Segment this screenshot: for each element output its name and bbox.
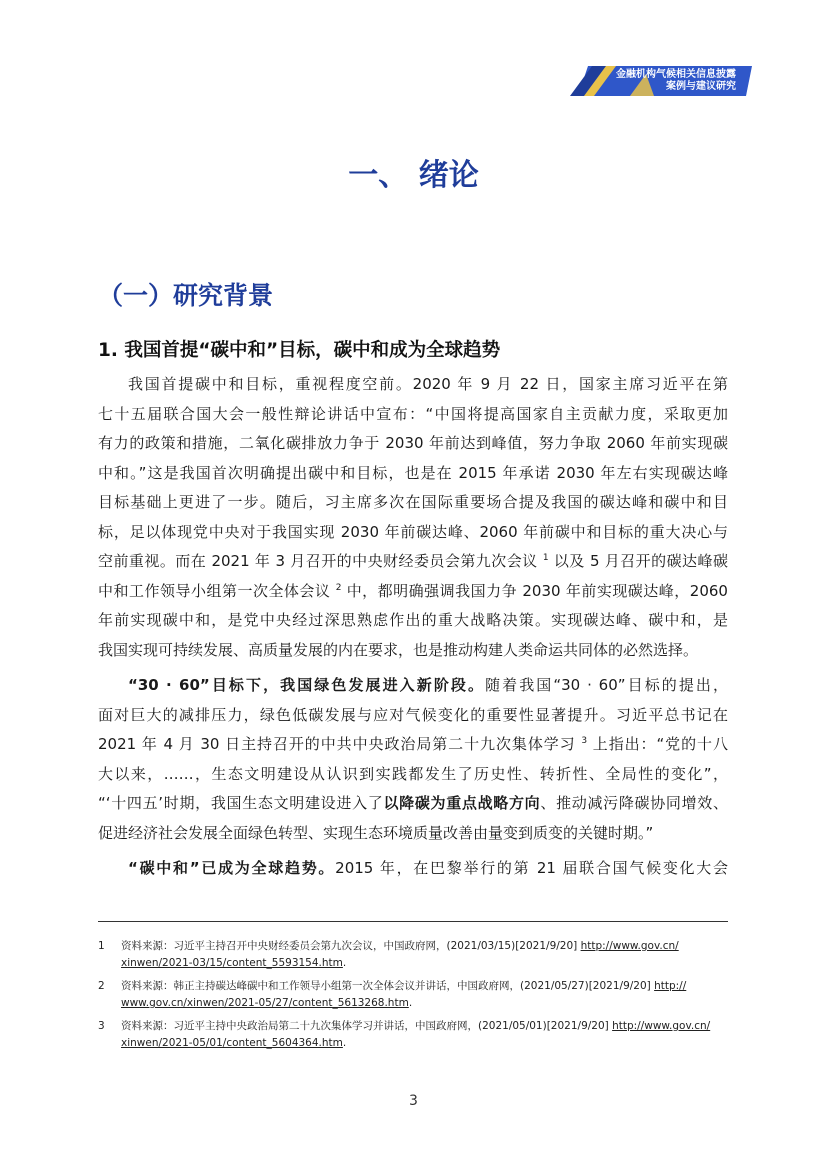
- footnote-number: 1: [98, 940, 105, 952]
- text-run: 空前重视。而在 2021 年 3 月召开的中央财经委员会第九次会议: [98, 552, 538, 570]
- paragraph-line: 大以来，……，生态文明建设从认识到实践都发生了历史性、转折性、全局性的变化”，: [98, 764, 728, 783]
- text-run: 以及 5 月召开的碳达峰碳: [553, 552, 728, 570]
- footnote-tail: .: [342, 957, 347, 969]
- paragraph-line: 标，足以体现党中央对于我国实现 2030 年前碳达峰、2060 年前碳中和目标的重大决心与: [98, 522, 728, 541]
- text-run: 、推动减污降碳协同增效、: [540, 794, 728, 812]
- footnote-item: [98, 938, 738, 972]
- body-text: [98, 370, 728, 884]
- chapter-title: 一、 绪论: [348, 158, 479, 193]
- footnote-text: 资料来源：韩正主持碳达峰碳中和工作领导小组第一次全体会议并讲话，中国政府网，(2021/05/27)[2021/9/20]: [121, 980, 651, 992]
- footnote-item: [98, 978, 738, 1012]
- text-run: 2015 年，在巴黎举行的第 21 届联合国气候变化大会: [335, 859, 728, 877]
- footnote-link[interactable]: xinwen/2021-03/15/content_5593154.htm: [121, 957, 343, 969]
- paragraph-lead: “碳中和”已成为全球趋势。: [128, 859, 336, 877]
- paragraph-line: [98, 854, 728, 884]
- paragraph-line: 我国实现可持续发展、高质量发展的内在要求，也是推动构建人类命运共同体的必然选择。: [98, 640, 699, 659]
- paragraph-line: 七十五届联合国大会一般性辩论讲话中宣布：“中国将提高国家自主贡献力度，采取更加: [98, 404, 728, 423]
- footnote-link[interactable]: http://www.gov.cn/: [580, 940, 679, 952]
- paragraph-line: 有力的政策和措施，二氧化碳排放力争于 2030 年前达到峰值，努力争取 2060 年前实现碳: [98, 434, 728, 452]
- footnote-link[interactable]: http://www.gov.cn/: [612, 1020, 711, 1032]
- text-run: 随着我国“30 · 60”目标的提出，: [485, 676, 728, 694]
- footnote-link[interactable]: xinwen/2021-05/01/content_5604364.htm: [121, 1037, 343, 1049]
- paragraph-line: 年前实现碳中和，是党中央经过深思熟虑作出的重大战略决策。实现碳达峰、碳中和，是: [98, 611, 728, 629]
- footnote-link[interactable]: http://: [654, 980, 687, 992]
- footnote-text: 资料来源：习近平主持召开中央财经委员会第九次会议，中国政府网，(2021/03/15)[2021/9/20]: [121, 940, 578, 952]
- footnote-divider: [98, 921, 728, 922]
- footnote-number: 2: [98, 980, 105, 992]
- header-badge-line2: 案例与建议研究: [666, 81, 736, 92]
- footnote-ref-3[interactable]: 3: [581, 736, 588, 746]
- text-run: 中和工作领导小组第一次全体会议: [98, 581, 331, 600]
- paragraph-lead: “30 · 60”目标下，我国绿色发展进入新阶段。: [128, 676, 486, 694]
- footnote-text: 资料来源：习近平主持中央政治局第二十九次集体学习并讲话，中国政府网，(2021/05/01)[2021/9/20]: [121, 1020, 609, 1032]
- footnotes: [98, 938, 738, 1058]
- paragraph-line: [98, 671, 728, 701]
- subsection-title: 1. 我国首提“碳中和”目标，碳中和成为全球趋势: [98, 340, 501, 361]
- footnote-number: 3: [98, 1020, 105, 1032]
- footnote-ref-1[interactable]: 1: [542, 553, 549, 563]
- paragraph-line: 面对巨大的减排压力，绿色低碳发展与应对气候变化的重要性显著提升。习近平总书记在: [98, 705, 728, 724]
- page-number: 3: [409, 1093, 418, 1109]
- text-run: 中，都明确强调我国力争 2030 年前实现碳达峰，2060: [346, 581, 728, 600]
- header-badge-line1: 金融机构气候相关信息披露: [616, 69, 736, 80]
- section-title: （一）研究背景: [98, 281, 274, 310]
- footnote-ref-2[interactable]: 2: [335, 582, 342, 593]
- footnote-tail: .: [342, 1037, 347, 1049]
- footnote-tail: .: [408, 997, 413, 1009]
- emphasis-text: 以降碳为重点战略方向: [383, 794, 541, 812]
- footnote-item: [98, 1018, 738, 1052]
- paragraph-line: 我国首提碳中和目标，重视程度空前。2020 年 9 月 22 日，国家主席习近平在第: [128, 375, 728, 393]
- text-run: 2021 年 4 月 30 日主持召开的中共中央政治局第二十九次集体学习: [98, 735, 576, 753]
- paragraph-line: [98, 547, 728, 577]
- text-run: 上指出：“党的十八: [592, 735, 728, 753]
- text-run: “‘十四五’时期，我国生态文明建设进入了: [98, 794, 384, 812]
- paragraph-line: 促进经济社会发展全面绿色转型、实现生态环境质量改善由量变到质变的关键时期。”: [98, 823, 654, 842]
- paragraph-line: 目标基础上更进了一步。随后，习主席多次在国际重要场合提及我国的碳达峰和碳中和目: [98, 493, 728, 511]
- paragraph-line: [98, 577, 728, 607]
- paragraph-line: [98, 730, 728, 760]
- paragraph-line: 中和。”这是我国首次明确提出碳中和目标，也是在 2015 年承诺 2030 年左右实现碳达峰: [98, 463, 728, 482]
- footnote-link[interactable]: www.gov.cn/xinwen/2021-05/27/content_5613268.htm: [121, 997, 409, 1009]
- paragraph-line: [98, 789, 728, 819]
- header-badge: [570, 66, 752, 96]
